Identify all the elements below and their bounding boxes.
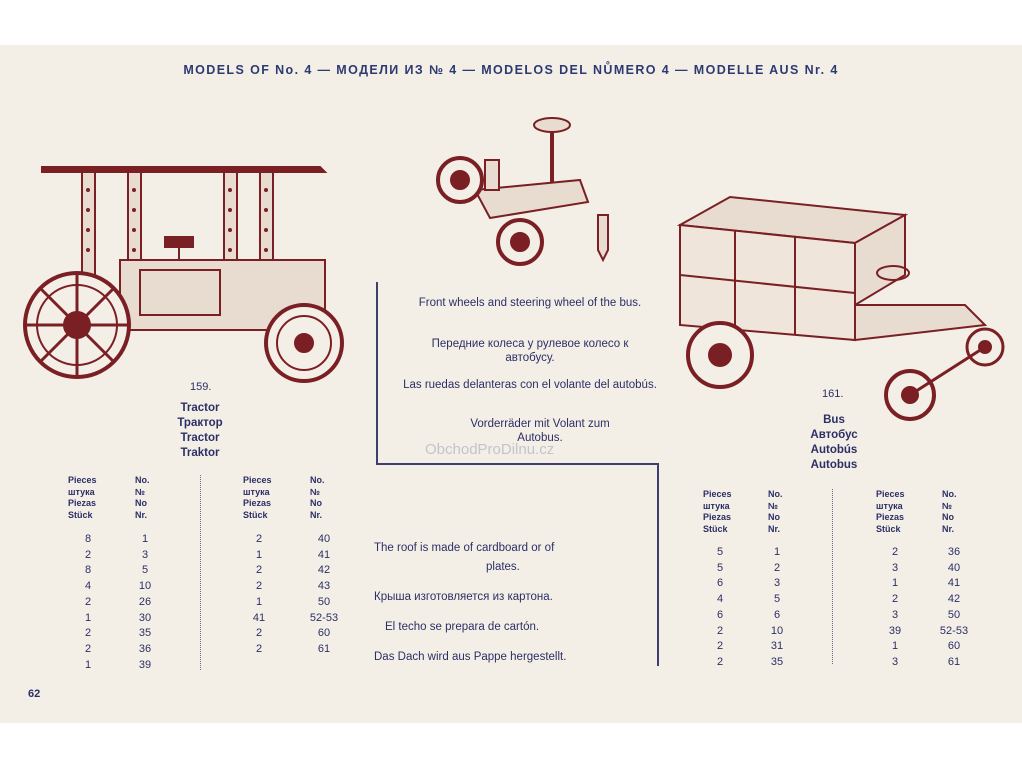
tractor-table-divider (200, 475, 201, 670)
steering-caption-en: Front wheels and steering wheel of the bus. (418, 297, 642, 309)
steering-caption-de: Vorderräder mit Volant zum Autobus. (470, 418, 610, 444)
bus-t2-no-header: No. № No Nr. (942, 489, 957, 534)
tractor-illustration (20, 155, 365, 390)
tractor-name-es: Tractor (180, 432, 220, 444)
bus-name-en: Bus (823, 414, 845, 426)
steering-caption-es: Las ruedas delanteras con el volante del autobús. (403, 379, 657, 391)
tractor-t2-no-header: No. № No Nr. (310, 475, 325, 520)
tractor-name-de: Traktor (180, 447, 220, 459)
bus-t1-pieces-column: 5 5 6 4 6 2 2 2 (716, 546, 724, 668)
bus-t1-pieces-header: Pieces штука Piezas Stück (703, 489, 732, 534)
bus-model-number: 161. (822, 388, 844, 400)
tractor-t2-no-column: 40 41 42 43 50 52-53 60 61 (309, 533, 339, 655)
bus-t1-no-header: No. № No Nr. (768, 489, 783, 534)
tractor-t1-no-header: No. № No Nr. (135, 475, 150, 520)
tractor-name-en: Tractor (180, 402, 220, 414)
tractor-model-number: 159. (190, 381, 212, 393)
roof-note-es: El techo se prepara de cartón. (385, 621, 540, 633)
tractor-name-ru: Трактор (177, 417, 223, 429)
bus-name-de: Autobus (810, 459, 858, 471)
roof-note-de: Das Dach wird aus Pappe hergestellt. (374, 651, 567, 663)
bus-table-divider (832, 489, 833, 664)
roof-note-ru: Крыша изготовляется из картона. (374, 591, 553, 603)
page-header: MODELS OF No. 4 — МОДЕЛИ ИЗ № 4 — MODELOS DEL NŮMERO 4 — MODELLE AUS Nr. 4 (183, 63, 839, 77)
tractor-t1-pieces-header: Pieces штука Piezas Stück (68, 475, 97, 520)
bus-name-ru: Автобус (810, 429, 858, 441)
watermark: ObchodProDilnu.cz (425, 441, 555, 458)
caption-box-left-border (376, 282, 378, 464)
roof-box-right-border (657, 463, 659, 666)
bus-t2-no-column: 36 40 41 42 50 52-53 60 61 (939, 546, 969, 668)
bus-t2-pieces-header: Pieces штука Piezas Stück (876, 489, 905, 534)
tractor-t2-pieces-column: 2 1 2 2 1 41 2 2 (252, 533, 266, 655)
tractor-t2-pieces-header: Pieces штука Piezas Stück (243, 475, 272, 520)
bus-t1-no-column: 1 2 3 5 6 10 31 35 (770, 546, 784, 668)
steering-caption-ru: Передние колеса у рулевое колесо к автобусу. (431, 338, 629, 364)
page-number: 62 (28, 688, 41, 700)
tractor-t1-pieces-column: 8 2 8 4 2 1 2 2 1 (84, 533, 92, 671)
bus-t2-pieces-column: 2 3 1 2 3 39 1 3 (888, 546, 902, 668)
bus-name-es: Autobús (810, 444, 858, 456)
roof-note-en-1: The roof is made of cardboard or of (374, 542, 555, 554)
tractor-t1-no-column: 1 3 5 10 26 30 35 36 39 (138, 533, 152, 671)
caption-box-bottom-border (376, 463, 658, 465)
catalog-page (0, 45, 1022, 723)
roof-note-en-2: plates. (486, 561, 520, 573)
